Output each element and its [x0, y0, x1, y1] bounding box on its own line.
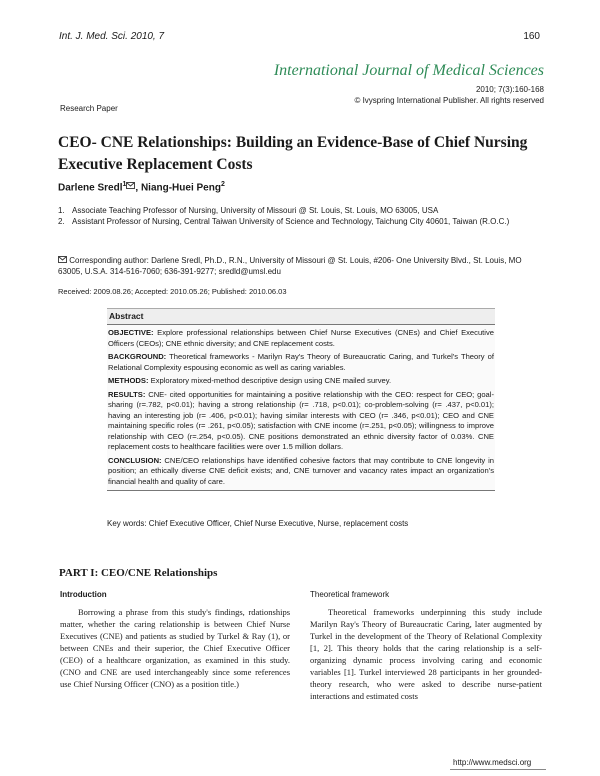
citation: 2010; 7(3):160-168 [475, 85, 544, 94]
affiliations [58, 205, 528, 227]
journal-title[interactable]: International Journal of Medical Sciences [273, 62, 544, 79]
theoretical-framework-heading: Theoretical framework [310, 590, 390, 599]
abstract-objective: OBJECTIVE: Explore professional relationships between Chief Nurse Executives (CNEs) and Chief Executive Officers (CEOs); CNE ethnic diversity; and CNE replacement costs. [108, 328, 494, 348]
paper-title: CEO- CNE Relationships: Building an Evidence-Base of Chief Nursing Executive Replacement Costs [58, 134, 528, 173]
abstract-body [107, 324, 495, 491]
journal-reference: Int. J. Med. Sci. 2010, 7 [59, 31, 165, 42]
page-number: 160 [523, 31, 540, 42]
abstract-results: RESULTS: CNE- cited opportunities for maintaining a positive relationship with the CEO: respect for CEO; goal- sharing (r=.782, p<0.01); having a strong relationship (r= .718, p<0.01); co-problem-solving (r= .437, p<0.01); having an interesting job (r= .406, p<0.01); having similar interests with CEO (r= .346, p<0.01); CEO and CNE maintaining specific roles (r= .261, p<0.05); satisfaction with CNE income (r=.251, p<0.05); willingness to improve relationship with CEO (r=.254, p<0.05). CNE positions demonstrated an ethnic diversity factor of 0.03%. CNE replacement costs to healthcare facilities were over 1.5 million dollars. [108, 389, 494, 451]
footer-divider [450, 769, 546, 770]
correspondence [58, 255, 548, 277]
abstract-methods: METHODS: Exploratory mixed-method descriptive design using CNE mailed survey. [108, 376, 392, 385]
copyright: © Ivyspring International Publisher. All rights reserved [354, 96, 544, 105]
envelope-icon [58, 256, 67, 265]
author-1: Darlene Sredl [58, 182, 123, 194]
introduction-heading: Introduction [60, 590, 107, 599]
publication-dates: Received: 2009.08.26; Accepted: 2010.05.26; Published: 2010.06.03 [58, 287, 287, 296]
affiliation-item: 1. Associate Teaching Professor of Nursing, University of Missouri @ St. Louis, St. Louis, MO 63005, USA [58, 206, 439, 215]
introduction-text: Borrowing a phrase from this study's findings, rdationships matter, whether the caring relationship is between Chief Nurse Executives (CNE) and patients as studied by Turkel & Ray (1), or between CNEs and their superior, the Chief Executive Officer (CEO) of a healthcare organization, as examined in this study. (CNO and CNE are used interchangeably since some references use Chief Nursing Officer (CNO) as a position title.) [60, 607, 290, 689]
keywords: Key words: Chief Executive Officer, Chief Nurse Executive, Nurse, replacement costs [107, 519, 409, 528]
authors: Darlene Sredl$^1$ , Niang-Huei Peng$^2$ [58, 181, 225, 194]
abstract-box [107, 308, 495, 491]
footer-url[interactable]: http://www.medsci.org [453, 758, 532, 767]
correspondence-text: Corresponding author: Darlene Sredl, Ph.D., R.N., University of Missouri @ St. Louis, #206- One University Blvd., St. Louis, MO 63005, U.S.A. 314-516-7060; 636-391-9277; sredld@umsl.edu [58, 256, 522, 276]
abstract-background: BACKGROUND: Theoretical frameworks - Marilyn Ray's Theory of Bureaucratic Caring, and Turkel's Theory of Relational Complexity espousing economic as well as caring variables. [108, 352, 494, 372]
paper-type: Research Paper [60, 104, 118, 113]
author-1-affiliation: 1 [122, 181, 127, 188]
theoretical-framework-text: Theoretical frameworks underpinning this study include Marilyn Ray's Theory of Bureaucratic Caring, later augmented by Turkel in the development of the Theory of Relational Complexity [1, 2]. This theory holds that the caring relationship is a self-organizing dynamic process involving caring and economic variables [1]. Turkel interviewed 28 participants in her grounded-theory research, who were asked to describe nurse-patient interactions and estimated costs [310, 607, 542, 701]
section-title: PART I: CEO/CNE Relationships [59, 567, 218, 579]
publication-info [354, 84, 544, 106]
abstract-heading: Abstract [107, 309, 495, 324]
envelope-icon[interactable] [126, 182, 135, 193]
author-2: Niang-Huei Peng [140, 182, 221, 194]
affiliation-item: 2. Assistant Professor of Nursing, Central Taiwan University of Science and Technology, Taichung City 40601, Taiwan (R.O.C.) [58, 217, 510, 226]
abstract-conclusion: CONCLUSION: CNE/CEO relationships have identified cohesive factors that may contribute to CNE longevity in position; an ethically diverse CNE deficit exists; and, CNE turnover and vacancy rates impact an organization's financial health and quality of care. [108, 455, 494, 486]
author-2-affiliation: 2 [220, 181, 225, 188]
